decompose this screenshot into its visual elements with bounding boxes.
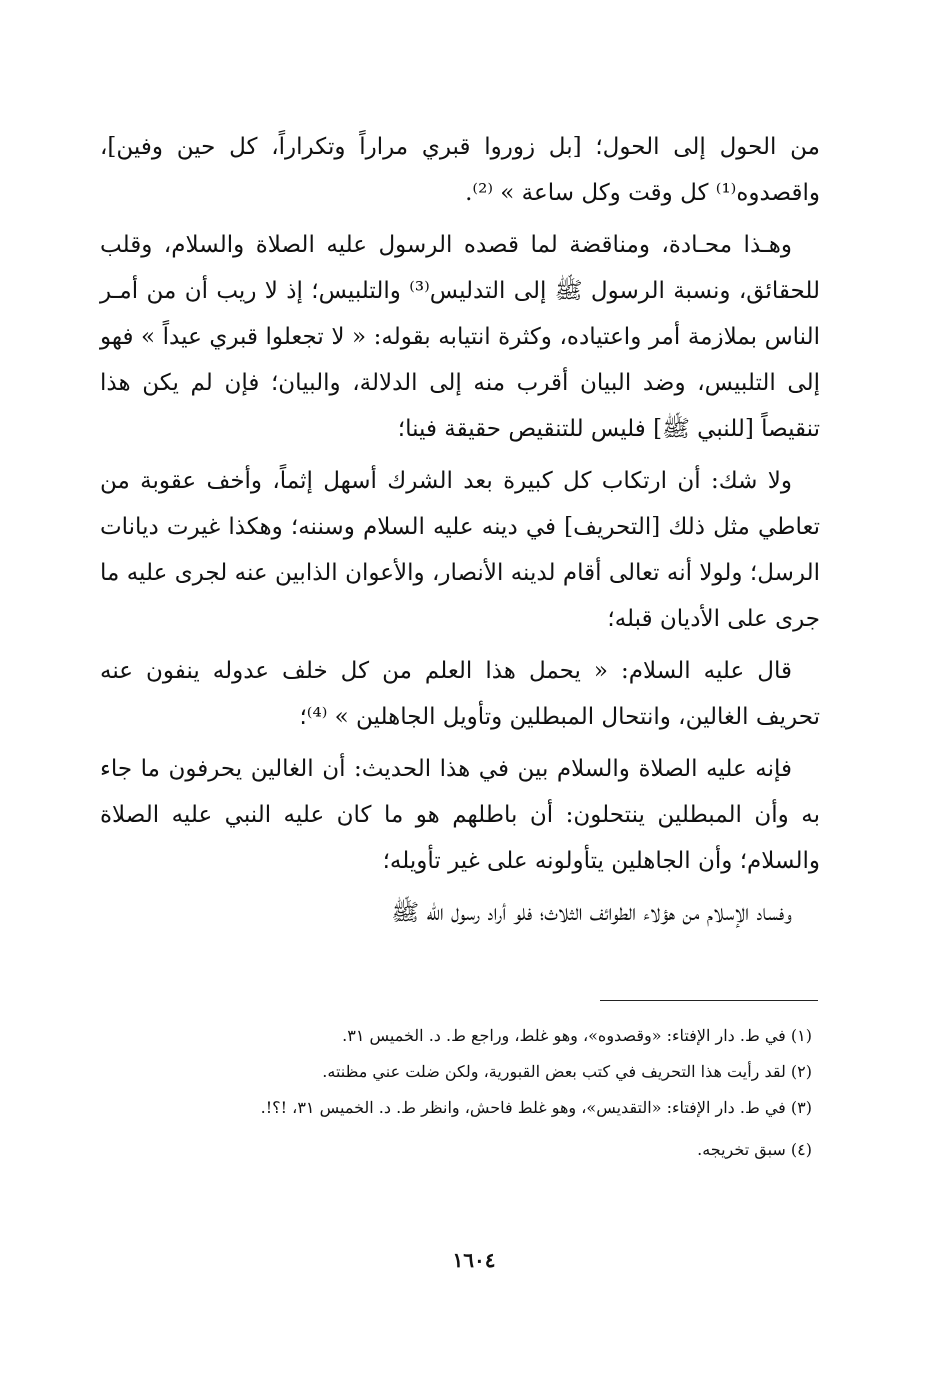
footnote-1: (١) في ط. دار الإفتاء: «وقصدوه»، وهو غلط، وراجع ط. د. الخميس ٣١. — [342, 1026, 812, 1045]
paragraph-6: وفساد الإسلام من هؤلاء الطوائف الثلاث؛ فلو أراد رسول الله ﷺ — [391, 900, 792, 926]
paragraph-1: من الحول إلى الحول؛ [بل زوروا قبري مراراً وتكراراً، كل حين وفين]، واقصدوه⁽¹⁾ كل وقت وكل ساعة » ⁽²⁾. — [100, 134, 820, 206]
paragraph-3: ولا شك: أن ارتكاب كل كبيرة بعد الشرك أسهل إثماً، وأخف عقوبة من تعاطي مثل ذلك [التحريف] في دينه عليه السلام وسننه؛ وهكذا غيرت ديانات الرسل؛ ولولا أنه تعالى أقام لدينه الأنصار، والأعوان الذابين عنه لجرى عليه ما جرى على الأديان قبله؛ — [100, 468, 820, 632]
page-number: ١٦٠٤ — [452, 1248, 496, 1272]
footnote-3: (٣) في ط. دار الإفتاء: «التقديس»، وهو غلط فاحش، وانظر ط. د. الخميس ٣١، !؟!. — [260, 1098, 812, 1117]
main-text — [100, 124, 820, 936]
paragraph-2: وهـذا محـادة، ومناقضة لما قصده الرسول عليه الصلاة والسلام، وقلب للحقائق، ونسبة الرسول ﷺ إلى التدليس⁽³⁾ والتلبيس؛ إذ لا ريب أن من أمـر الناس بملازمة أمر واعتياده، وكثرة انتيابه بقوله: « لا تجعلوا قبري عيداً » فهو إلى التلبيس، وضد البيان أقرب منه إلى الدلالة، والبيان؛ فإن لم يكن هذا تنقيصاً [للنبي ﷺ] فليس للتنقيص حقيقة فينا؛ — [100, 232, 820, 442]
footnotes — [100, 1018, 820, 1168]
footnote-2: (٢) لقد رأيت هذا التحريف في كتب بعض القبورية، ولكن ضلت عني مظنته. — [322, 1062, 812, 1081]
paragraph-4: قال عليه السلام: « يحمل هذا العلم من كل خلف عدوله ينفون عنه تحريف الغالين، وانتحال المبطلين وتأويل الجاهلين » ⁽⁴⁾؛ — [100, 658, 820, 730]
footnote-divider — [600, 1000, 818, 1001]
footnote-4: (٤) سبق تخريجه. — [697, 1140, 812, 1159]
paragraph-5: فإنه عليه الصلاة والسلام بين في هذا الحديث: أن الغالين يحرفون ما جاء به وأن المبطلين ينتحلون: أن باطلهم هو ما كان عليه النبي عليه الصلاة والسلام؛ وأن الجاهلين يتأولونه على غير تأويله؛ — [100, 756, 820, 874]
